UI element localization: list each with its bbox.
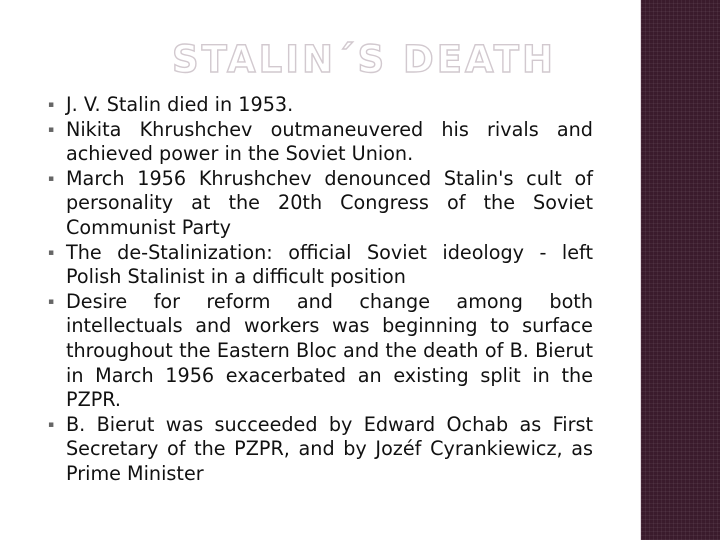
bullet-text: Desire for reform and change among both intellectuals and workers was beginning to surface throughout the Eastern Bloc and the death of B. Bierut in March 1956 exacerbated an existing split in the PZPR. <box>66 289 593 412</box>
bullet-dot-icon: ▪ <box>48 247 55 258</box>
bullet-dot-icon: ▪ <box>48 124 55 135</box>
bullet-list <box>48 93 593 487</box>
bullet-item <box>48 290 593 413</box>
bullet-dot-icon: ▪ <box>48 173 55 184</box>
bullet-text: The de-Stalinization: official Soviet ideology - left Polish Stalinist in a difficult position <box>66 240 593 289</box>
bullet-item <box>48 118 593 167</box>
bullet-item <box>48 241 593 290</box>
bullet-text: March 1956 Khrushchev denounced Stalin's cult of personality at the 20th Congress of the Soviet Communist Party <box>66 166 593 239</box>
bullet-item <box>48 413 593 487</box>
bullet-text: B. Bierut was succeeded by Edward Ochab as First Secretary of the PZPR, and by Jozéf Cyrankiewicz, as Prime Minister <box>66 412 593 485</box>
bullet-item <box>48 93 593 118</box>
bullet-text: J. V. Stalin died in 1953. <box>66 93 294 116</box>
bullet-item <box>48 167 593 241</box>
bullet-dot-icon: ▪ <box>48 296 55 307</box>
slide-title: STALIN´S DEATH <box>172 38 556 81</box>
decorative-sidebar <box>640 0 720 540</box>
bullet-dot-icon: ▪ <box>48 100 55 110</box>
bullet-dot-icon: ▪ <box>48 419 55 430</box>
sidebar-texture <box>641 0 720 540</box>
bullet-text: Nikita Khrushchev outmaneuvered his rivals and achieved power in the Soviet Union. <box>66 117 593 166</box>
